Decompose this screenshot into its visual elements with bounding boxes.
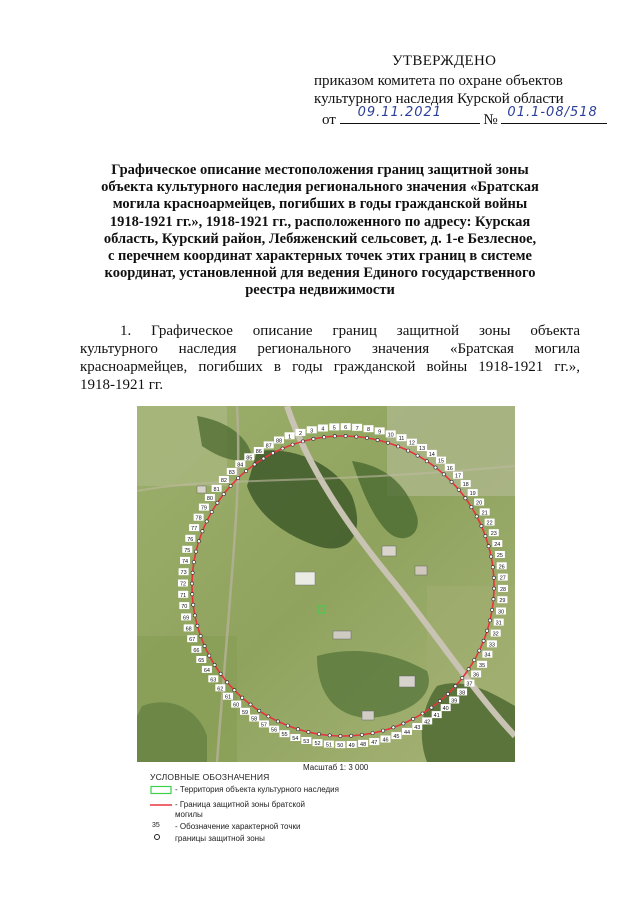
boundary-point-marker: [490, 555, 493, 558]
boundary-point-marker: [355, 435, 358, 438]
boundary-point-label: 34: [484, 652, 491, 659]
boundary-point-label: 2: [298, 430, 303, 437]
boundary-point-marker: [233, 689, 236, 692]
boundary-point-marker: [213, 663, 216, 666]
boundary-point-label: 72: [179, 581, 187, 588]
map-scale: Масштаб 1: 3 000: [303, 763, 369, 772]
heading-line-1: Графическое описание местоположения границ защитной зоны: [111, 162, 529, 178]
heading-line-8: реестра недвижимости: [245, 282, 395, 299]
boundary-point-label: 88: [275, 438, 283, 445]
boundary-point-label: 9: [378, 429, 382, 436]
boundary-point-marker: [245, 469, 248, 472]
document-heading: [60, 162, 580, 300]
boundary-point-marker: [262, 457, 265, 460]
boundary-point-marker: [201, 530, 204, 533]
boundary-point-label: 46: [382, 737, 389, 744]
boundary-point-marker: [446, 692, 449, 695]
boundary-point-marker: [222, 493, 225, 496]
boundary-point-label: 29: [499, 598, 506, 605]
boundary-point-label: 64: [203, 667, 210, 674]
boundary-point-marker: [484, 534, 487, 537]
boundary-point-marker: [473, 659, 476, 662]
boundary-point-label: 83: [228, 469, 235, 476]
boundary-point-marker: [281, 447, 284, 450]
boundary-point-marker: [241, 696, 244, 699]
heading-line-6: с перечнем координат характерных точек этих границ в системе: [108, 248, 532, 265]
boundary-point-marker: [203, 644, 206, 647]
boundary-point-label: 21: [481, 510, 488, 517]
boundary-point-marker: [467, 668, 470, 671]
boundary-point-label: 58: [251, 716, 258, 723]
boundary-point-label: 61: [224, 694, 232, 701]
boundary-point-marker: [430, 706, 433, 709]
legend-item-point-label-1: - Обозначение характерной точки: [175, 822, 301, 831]
boundary-point-marker: [291, 443, 294, 446]
boundary-point-label: 15: [437, 458, 445, 465]
boundary-point-marker: [301, 440, 304, 443]
boundary-point-label: 32: [492, 631, 499, 638]
boundary-point-marker: [333, 435, 336, 438]
boundary-point-marker: [210, 510, 213, 513]
boundary-point-marker: [491, 566, 494, 569]
boundary-point-label: 67: [189, 637, 196, 644]
legend-item-boundary-label-2: могилы: [175, 810, 203, 819]
boundary-line-swatch: [150, 800, 172, 810]
boundary-point-label: 81: [213, 486, 220, 493]
boundary-point-label: 19: [469, 491, 476, 498]
heading-line-7: координат, установленной для ведения Единого государственного: [104, 265, 536, 282]
satellite-map: [137, 406, 515, 762]
boundary-point-marker: [386, 441, 389, 444]
boundary-point-marker: [344, 434, 347, 437]
boundary-point-label: 11: [398, 436, 405, 443]
boundary-point-label: 1: [288, 434, 292, 441]
boundary-point-label: 62: [217, 686, 224, 693]
building: [382, 546, 396, 556]
boundary-point-label: 4: [321, 426, 325, 433]
legend-item-point-label-2: границы защитной зоны: [175, 834, 265, 843]
legend-item-heritage-label: - Территория объекта культурного наследия: [175, 785, 339, 794]
boundary-point-marker: [461, 676, 464, 679]
boundary-point-label: 55: [281, 732, 288, 739]
boundary-point-label: 42: [424, 719, 431, 726]
boundary-point-label: 76: [187, 536, 194, 543]
number-handwritten: 01.1-08/518: [507, 105, 598, 120]
boundary-point-marker: [486, 629, 489, 632]
boundary-point-label: 77: [191, 526, 198, 533]
boundary-point-marker: [454, 685, 457, 688]
boundary-point-marker: [307, 730, 310, 733]
boundary-point-marker: [365, 436, 368, 439]
boundary-point-marker: [434, 466, 437, 469]
boundary-point-label: 70: [181, 604, 188, 611]
boundary-point-marker: [480, 524, 483, 527]
approval-line-2: культурного наследия Курской области: [314, 91, 564, 107]
legend-point-number: 35: [152, 822, 160, 829]
building: [362, 711, 374, 720]
boundary-point-label: 71: [180, 592, 187, 599]
boundary-point-marker: [464, 497, 467, 500]
boundary-point-label: 14: [428, 451, 435, 458]
paragraph-line-2: культурного наследия регионального значения «Братская могила: [80, 341, 580, 357]
boundary-point-label: 26: [498, 564, 505, 571]
boundary-point-label: 43: [414, 725, 421, 731]
boundary-point-label: 44: [403, 729, 411, 736]
boundary-point-label: 69: [183, 615, 190, 622]
legend-item-boundary-label-1: - Граница защитной зоны братской: [175, 800, 306, 809]
boundary-point-marker: [194, 550, 197, 553]
boundary-point-label: 78: [195, 515, 202, 522]
boundary-point-label: 8: [366, 427, 371, 434]
boundary-point-marker: [492, 587, 495, 590]
boundary-point-label: 47: [371, 740, 378, 747]
boundary-point-label: 12: [408, 440, 415, 447]
boundary-point-label: 66: [193, 647, 200, 654]
boundary-point-label: 48: [360, 741, 367, 748]
boundary-point-label: 13: [419, 446, 426, 452]
boundary-point-marker: [253, 463, 256, 466]
boundary-point-marker: [258, 709, 261, 712]
boundary-point-label: 41: [433, 713, 440, 720]
boundary-point-marker: [421, 712, 424, 715]
boundary-point-marker: [199, 634, 202, 637]
boundary-point-label: 27: [499, 575, 506, 582]
point-marker-icon: [153, 833, 161, 841]
boundary-point-label: 75: [184, 547, 191, 554]
number-field: [501, 105, 607, 124]
boundary-point-marker: [475, 515, 478, 518]
approval-line-1: приказом комитета по охране объектов: [314, 73, 563, 89]
boundary-point-marker: [196, 624, 199, 627]
boundary-point-marker: [416, 454, 419, 457]
boundary-point-label: 74: [181, 558, 189, 565]
boundary-point-label: 36: [473, 672, 480, 679]
boundary-point-marker: [286, 724, 289, 727]
building: [295, 572, 315, 585]
date-prefix: от: [322, 112, 336, 128]
boundary-point-label: 17: [454, 473, 462, 480]
boundary-point-label: 16: [446, 465, 453, 472]
boundary-point-marker: [192, 561, 195, 564]
boundary-point-marker: [425, 460, 428, 463]
boundary-point-marker: [371, 732, 374, 735]
paragraph-line-4: 1918-1921 гг.: [80, 377, 164, 393]
date-field: [340, 105, 480, 124]
boundary-point-label: 18: [462, 482, 469, 489]
boundary-point-label: 80: [206, 496, 213, 502]
boundary-point-marker: [271, 452, 274, 455]
boundary-point-label: 52: [314, 741, 321, 748]
paragraph-1: [80, 322, 580, 394]
boundary-point-label: 73: [180, 570, 187, 577]
boundary-point-marker: [249, 703, 252, 706]
boundary-point-marker: [216, 501, 219, 504]
boundary-point-marker: [226, 681, 229, 684]
boundary-point-label: 54: [292, 736, 299, 742]
boundary-point-label: 45: [393, 734, 400, 741]
heading-line-3: могила красноармейцев, погибших в годы гражданской войны: [112, 196, 528, 213]
boundary-point-label: 87: [265, 443, 272, 450]
boundary-point-label: 86: [255, 449, 262, 455]
building: [415, 566, 427, 575]
boundary-point-label: 23: [490, 531, 497, 538]
building: [399, 676, 415, 687]
boundary-point-label: 37: [466, 681, 473, 688]
boundary-point-marker: [312, 437, 315, 440]
boundary-point-label: 5: [332, 425, 336, 432]
boundary-point-label: 20: [476, 500, 483, 507]
boundary-point-marker: [208, 654, 211, 657]
boundary-point-marker: [229, 484, 232, 487]
boundary-point-label: 85: [246, 455, 253, 462]
boundary-point-marker: [192, 603, 195, 606]
boundary-point-marker: [407, 449, 410, 452]
boundary-point-label: 53: [303, 739, 310, 745]
paragraph-line-3: красноармейцев, погибших в годы гражданской войны 1918-1921 гг.»,: [80, 359, 580, 375]
boundary-point-marker: [219, 672, 222, 675]
boundary-point-marker: [376, 438, 379, 441]
boundary-point-marker: [237, 477, 240, 480]
boundary-point-label: 6: [344, 425, 348, 432]
boundary-point-label: 24: [494, 542, 501, 548]
boundary-point-marker: [492, 598, 495, 601]
boundary-point-marker: [360, 733, 363, 736]
boundary-point-label: 3: [310, 428, 314, 435]
boundary-point-marker: [205, 520, 208, 523]
boundary-point-label: 59: [241, 709, 249, 716]
approval-title: УТВЕРЖДЕНО: [392, 53, 497, 69]
boundary-point-label: 28: [499, 586, 507, 593]
boundary-point-label: 57: [260, 722, 267, 729]
boundary-point-marker: [276, 720, 279, 723]
heading-line-2: объекта культурного наследия регионального значения «Братская: [101, 179, 539, 196]
boundary-point-label: 68: [185, 626, 192, 633]
boundary-point-marker: [438, 699, 441, 702]
boundary-point-marker: [197, 540, 200, 543]
boundary-point-marker: [267, 715, 270, 718]
boundary-point-marker: [193, 614, 196, 617]
boundary-point-marker: [482, 639, 485, 642]
boundary-point-marker: [350, 734, 353, 737]
boundary-point-label: 10: [387, 432, 394, 439]
boundary-point-marker: [317, 733, 320, 736]
boundary-point-marker: [492, 576, 495, 579]
boundary-point-label: 56: [271, 727, 278, 734]
boundary-point-label: 30: [497, 609, 505, 616]
boundary-point-label: 51: [325, 742, 332, 749]
boundary-point-marker: [328, 734, 331, 737]
boundary-point-marker: [470, 506, 473, 509]
boundary-point-label: 33: [488, 642, 495, 649]
boundary-point-marker: [191, 593, 194, 596]
boundary-point-label: 79: [200, 505, 207, 512]
number-prefix: №: [483, 112, 498, 128]
boundary-point-marker: [397, 445, 400, 448]
heading-line-5: область, Курский район, Лебяженский сельсовет, д. 1-е Безлесное,: [103, 230, 537, 247]
boundary-point-marker: [323, 436, 326, 439]
heading-line-4: 1918-1921 гг.», 1918-1921 гг., расположенного по адресу: Курская: [109, 213, 531, 230]
boundary-point-label: 40: [442, 706, 449, 713]
boundary-point-label: 22: [486, 520, 493, 527]
boundary-point-marker: [450, 480, 453, 483]
boundary-point-label: 38: [459, 690, 466, 697]
boundary-point-marker: [487, 545, 490, 548]
boundary-point-marker: [382, 729, 385, 732]
building: [333, 631, 351, 639]
boundary-point-label: 31: [495, 620, 502, 627]
boundary-point-marker: [488, 619, 491, 622]
boundary-point-marker: [442, 473, 445, 476]
boundary-point-marker: [491, 608, 494, 611]
boundary-point-label: 84: [237, 462, 244, 469]
building: [197, 486, 206, 493]
approval-date-line: [322, 105, 607, 129]
boundary-point-label: 65: [198, 658, 205, 664]
map-svg: [137, 406, 515, 762]
boundary-point-marker: [412, 717, 415, 720]
paragraph-line-1: 1. Графическое описание границ защитной зоны объекта: [120, 323, 580, 339]
boundary-point-label: 50: [337, 743, 344, 750]
boundary-point-label: 7: [355, 425, 359, 432]
boundary-point-marker: [392, 726, 395, 729]
boundary-point-marker: [190, 582, 193, 585]
boundary-point-label: 49: [348, 743, 355, 749]
boundary-point-marker: [191, 571, 194, 574]
boundary-point-marker: [339, 734, 342, 737]
boundary-point-label: 82: [220, 478, 227, 484]
boundary-point-label: 25: [496, 553, 503, 559]
boundary-point-label: 39: [451, 698, 458, 705]
boundary-point-marker: [296, 728, 299, 731]
boundary-point-marker: [402, 722, 405, 725]
heritage-territory-swatch: [150, 785, 172, 795]
date-handwritten: 09.11.2021: [357, 105, 443, 120]
boundary-point-marker: [478, 649, 481, 652]
legend-title: УСЛОВНЫЕ ОБОЗНАЧЕНИЯ: [150, 772, 270, 782]
boundary-point-label: 35: [479, 662, 486, 669]
boundary-point-marker: [457, 488, 460, 491]
boundary-point-label: 63: [210, 677, 217, 684]
boundary-point-label: 60: [233, 702, 240, 709]
